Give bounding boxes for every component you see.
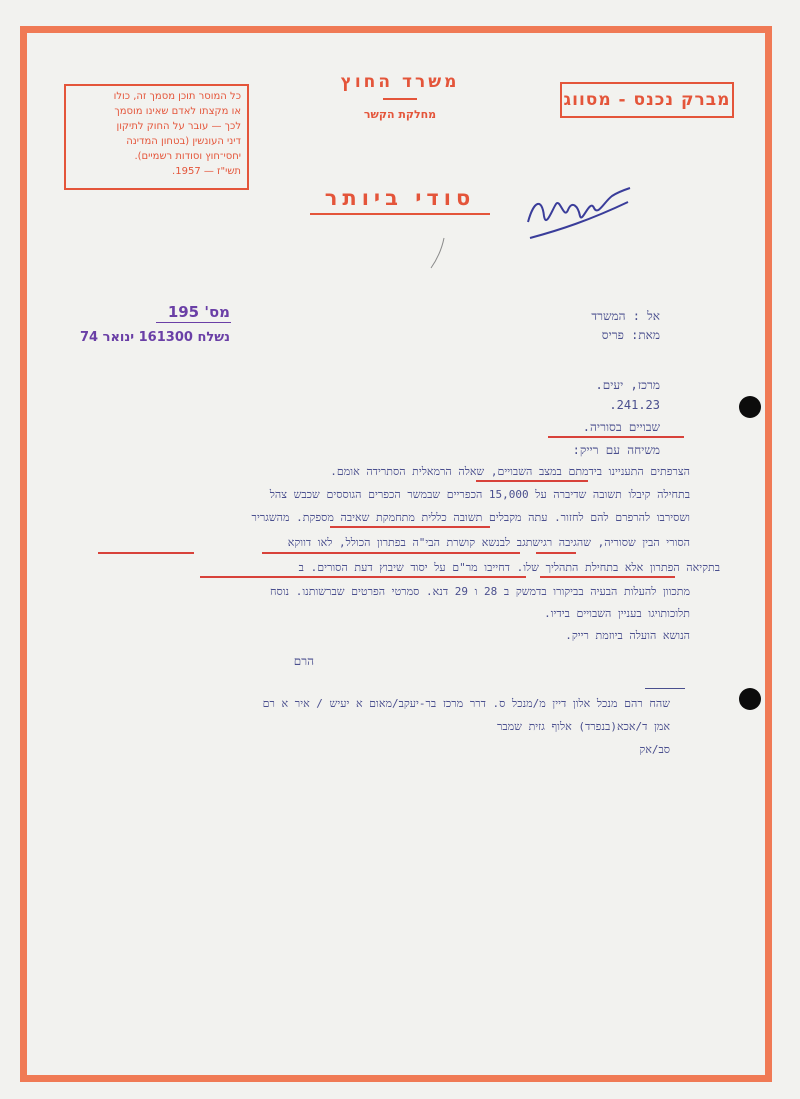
signoff: הרם — [293, 654, 314, 668]
annotation-underline — [540, 576, 675, 578]
annotation-underline — [536, 552, 576, 554]
body-line: הצרפתים התעניינו בידמתם במצב השבויים, שאלה הרמאלית הסתרידה אומם. — [330, 465, 690, 478]
notice-line: דיני העונשין (בטחון המדינה — [126, 136, 241, 147]
conversation-line: משיחה עם רייק: — [572, 443, 660, 457]
ministry-name: משרד החוץ — [340, 72, 460, 92]
subject-line: שבויים בסוריה. — [582, 420, 660, 434]
annotation-underline — [262, 552, 520, 554]
punch-hole-top — [739, 396, 761, 418]
body-line: תלוכותויגו בעניין השבויים בידיו. — [544, 607, 690, 620]
handwritten-signature — [520, 180, 635, 250]
sent-line: נשלח 161300 ינואר 74 — [80, 330, 230, 345]
classification-label: סודי ביותר — [324, 186, 476, 210]
urgency-stamp: מברק נכנס - מסווג — [560, 82, 734, 118]
notice-line: לכך — עובר על החוק לתיקון — [116, 121, 241, 132]
addressee-line: מרכז, יעים. — [595, 378, 660, 392]
annotation-underline — [476, 480, 588, 482]
reference-number: 241.23. — [609, 398, 660, 412]
from-line: מאת: פריס — [601, 328, 660, 342]
body-line: בתקיאה הפתרון אלא בתחילת התהליך שלו. דחייבו מר"ם על יסוד שיבוץ דעת הסורים. ב — [298, 561, 720, 574]
body-line: הסורי הבין שסוריה, שהגיבה רגישתגב לבנשא קושרת הבי"ה בפתרון הכולל, לאו דווקא — [287, 536, 690, 549]
classification-stamp — [300, 186, 500, 215]
notice-line: או מקצתו לאדם שאינו מוסמך — [114, 106, 241, 117]
distribution-rule — [645, 688, 685, 689]
notice-line: כל המוסר תוכן מסמך זה, כולו — [113, 91, 241, 102]
annotation-underline — [98, 552, 194, 554]
secrecy-notice-box — [64, 84, 249, 190]
annotation-underline — [200, 576, 526, 578]
message-number: מס' 195 — [167, 303, 230, 321]
body-line: מתכוון להעלות הבעיה בביקורו בדמשק ב 28 ו 29 דנא. סמרטי הפרטים שברשותנו. נוסח — [269, 585, 690, 598]
distribution-line: סב/אק — [639, 743, 670, 756]
punch-hole-bottom — [739, 688, 761, 710]
notice-line: תשי"ז — 1957. — [172, 166, 241, 177]
header-divider — [383, 98, 417, 100]
classification-underline — [310, 213, 490, 215]
department-name: מחלקת הקשר — [363, 108, 437, 121]
distribution-line: אמן ד/אכא(בנפרד) אלוף גזית שמבר — [496, 720, 670, 733]
notice-line: יחסי־חוץ וסודות רשמיים). — [134, 151, 241, 162]
body-line: הנושא הועלה ביוזמת רייק. — [565, 629, 690, 642]
pencil-mark — [428, 236, 448, 270]
body-line: בתחילה קיבלו תשובה שדיברה על 15,000 הכפריים שבמשר הכפרים הגוססים שכבש צהל — [269, 488, 690, 501]
to-line: אל : המשרד — [591, 309, 660, 323]
annotation-underline — [330, 526, 490, 528]
body-line: ושסירבו להרפרם להם לחזור. עתה מקבלים תשובה כללית מתחמקת שאיבה מספקת. מהשגריר — [251, 511, 690, 524]
distribution-line: שהח רהם מנכל אלון דיין מ/מנכל ס. דרר מרכז בר-יעקב/מאום א יעיש / איר א רם — [262, 697, 670, 710]
message-number-underline — [156, 322, 231, 323]
ministry-header — [300, 72, 500, 121]
subject-underline — [548, 436, 684, 438]
